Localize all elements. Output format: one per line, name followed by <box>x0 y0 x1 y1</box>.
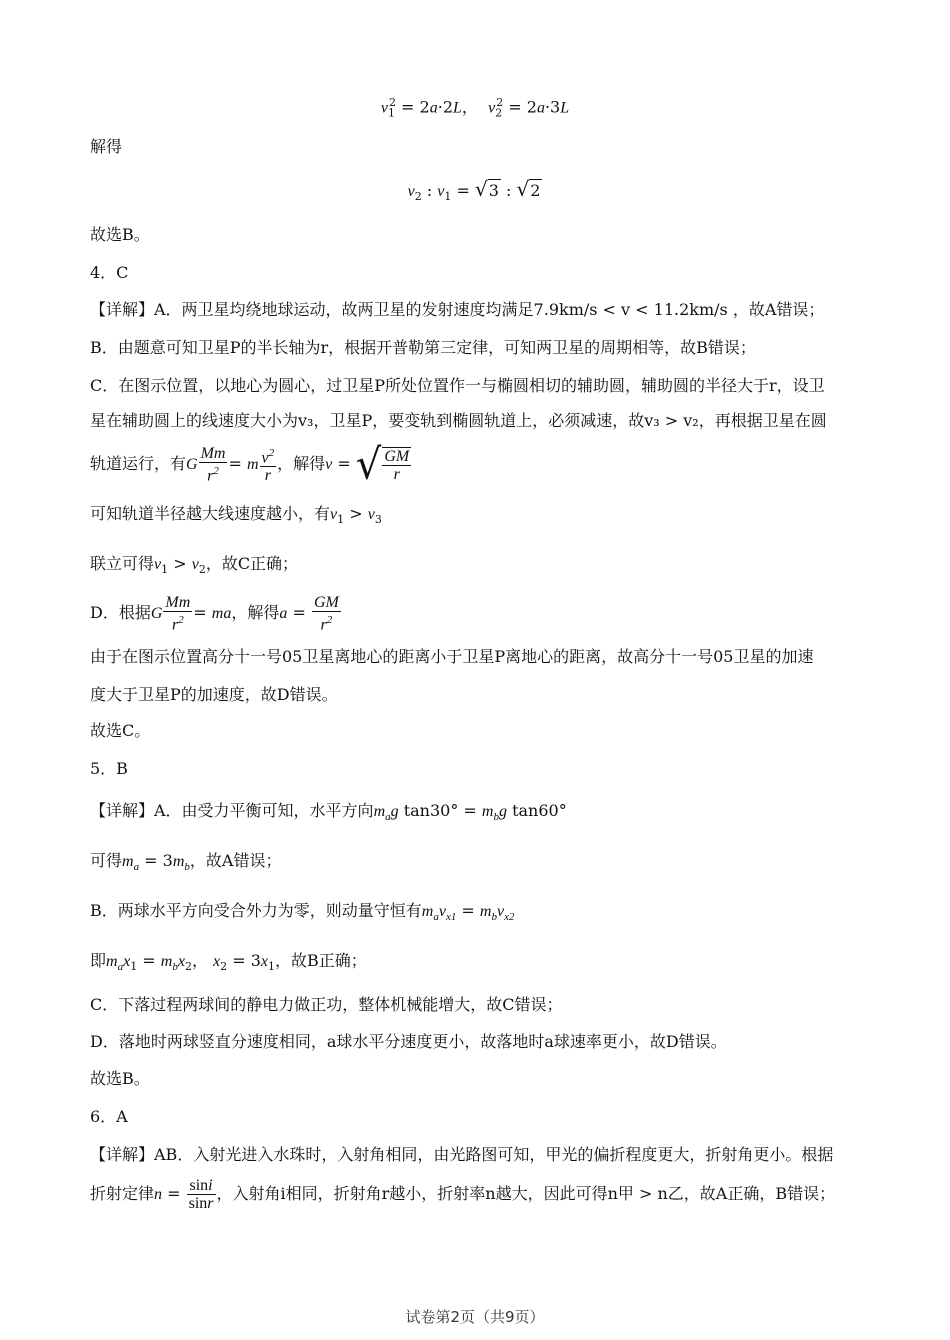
q4-option-d-line3: 度大于卫星P的加速度，故D错误。 <box>90 685 338 704</box>
q6-option-ab-line1: 【详解】AB．入射光进入水珠时，入射角相同，由光路图可知，甲光的偏折程度更大，折射角更小。根据 <box>90 1145 834 1164</box>
page-footer: 试卷第2页（共9页） <box>405 1308 545 1326</box>
answer-q4: 故选C。 <box>90 721 151 740</box>
equation-velocity-ratio: $v_2$ : $v_1 = √3$ : √2 <box>407 177 541 204</box>
q4-option-c-line3: 轨道运行，有G $\frac{Mm}{r^2}$ = m $\frac{v^2}{r}$ ，解得v = √ $\frac{GM}{r}$ <box>90 440 410 489</box>
q4-option-c-line4: 可知轨道半径越大线速度越小，有$v_1 > v_3$ <box>90 504 382 527</box>
q5-option-c: C．下落过程两球间的静电力做正功，整体机械能增大，故C错误； <box>90 995 563 1014</box>
question-5-number: 5．B <box>90 759 128 778</box>
solve-label: 解得 <box>90 137 123 156</box>
answer-q5: 故选B。 <box>90 1069 150 1088</box>
q5-option-b-line2: 即$m_ax_1 = m_bx_2$， $x_2 = 3x_1$，故B正确； <box>90 951 367 974</box>
question-6-number: 6．A <box>90 1107 128 1126</box>
q5-option-d: D．落地时两球竖直分速度相同，a球水平分速度更小，故落地时a球速率更小，故D错误。 <box>90 1032 727 1051</box>
q4-option-b: B．由题意可知卫星P的半长轴为r，根据开普勒第三定律，可知两卫星的周期相等，故B错误； <box>90 338 756 357</box>
q5-option-a-line2: 可得$m_a = 3m_b$，故A错误； <box>90 851 282 874</box>
q6-option-ab-line2: 折射定律n = $\frac{\sin i}{\sin r}$ ，入射角i相同，折射角r越小，折射率n越大，因此可得n甲 > n乙，故A正确，B错误； <box>90 1177 836 1212</box>
equation-v-squared: $v_1^2 = 2a\cdot 2L$， $v_2^2 = 2a\cdot 3L$ <box>380 96 570 120</box>
answer-q3: 故选B。 <box>90 225 150 244</box>
q4-option-c-line5: 联立可得$v_1 > v_2$，故C正确； <box>90 554 299 577</box>
q4-option-d-line2: 由于在图示位置高分十一号05卫星离地心的距离小于卫星P离地心的距离，故高分十一号05卫星的加速 <box>90 647 814 666</box>
q4-option-a: 【详解】A．两卫星均绕地球运动，故两卫星的发射速度均满足7.9km/s < v < 11.2km/s ，故A错误； <box>90 300 825 319</box>
question-4-number: 4．C <box>90 263 129 282</box>
q5-option-a-line1: 【详解】A．由受力平衡可知，水平方向$m_ag$ $\tan 30^\circ = m_bg$ tan60° <box>90 801 567 824</box>
q4-option-d-line1: D．根据G $\frac{Mm}{r^2}$ = ma，解得a = $\frac{GM}{r^2}$ <box>90 593 339 634</box>
q4-option-c-line2: 星在辅助圆上的线速度大小为v₃，卫星P，要变轨到椭圆轨道上，必须减速，故v₃ > v₂，再根据卫星在圆 <box>90 411 827 430</box>
q4-option-c-line1: C．在图示位置，以地心为圆心，过卫星P所处位置作一与椭圆相切的辅助圆，辅助圆的半径大于r，设卫 <box>90 376 825 395</box>
q5-option-b-line1: B．两球水平方向受合外力为零，则动量守恒有$m_av_{x1} = m_bv_{x2}$ <box>90 901 515 924</box>
